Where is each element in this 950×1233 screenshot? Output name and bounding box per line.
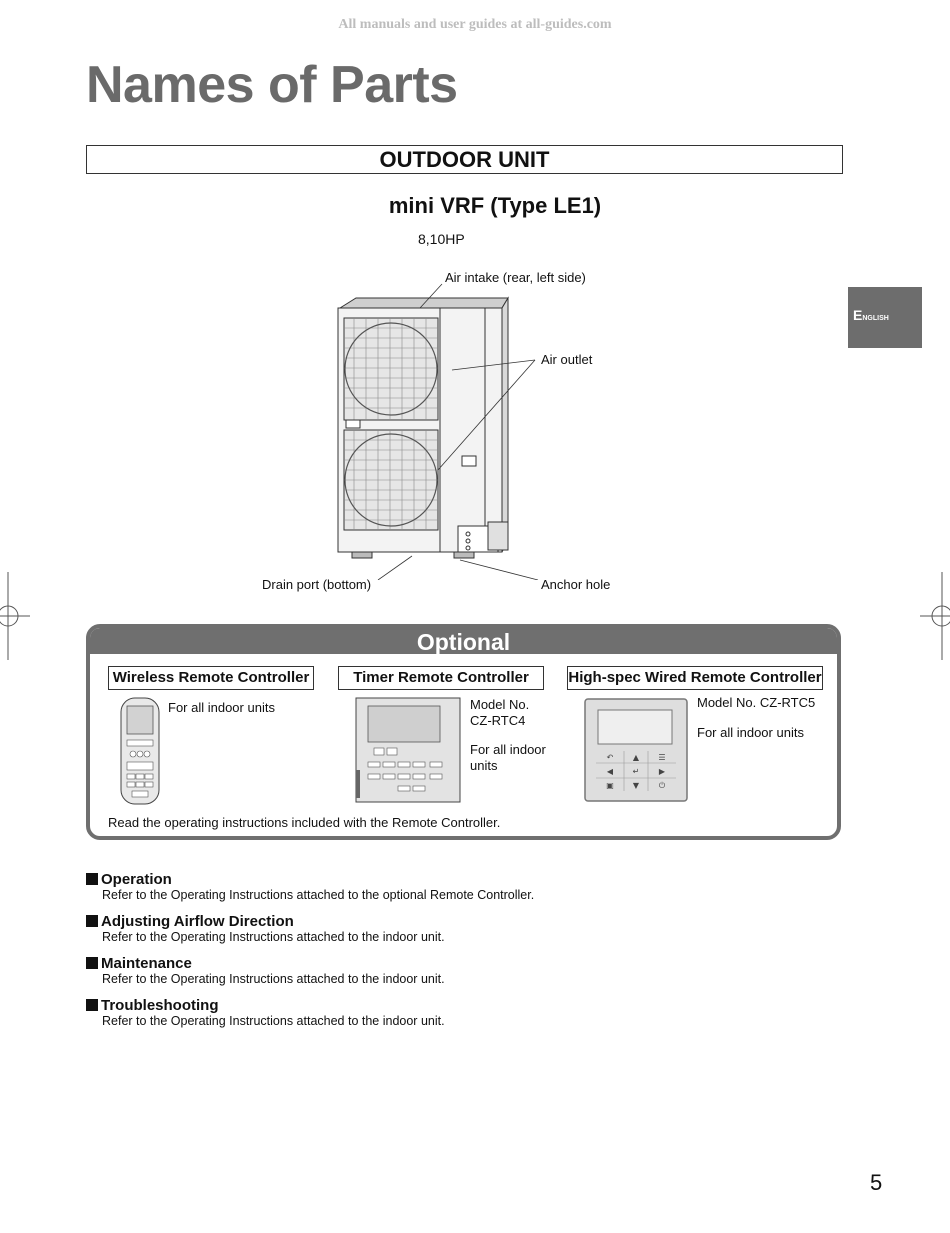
crop-mark-right-icon	[920, 572, 950, 660]
callout-leader-lines	[370, 280, 540, 580]
language-tab-initial: E	[853, 307, 863, 323]
timer-controller-label: Timer Remote Controller	[338, 666, 544, 690]
model-title: mini VRF (Type LE1)	[388, 193, 602, 218]
info-list	[86, 871, 846, 1039]
bullet-square-icon	[86, 873, 98, 885]
item-heading: Adjusting Airflow Direction	[101, 913, 294, 930]
crop-mark-left-icon	[0, 572, 30, 660]
svg-text:▼: ▼	[632, 781, 640, 790]
highspec-model: Model No. CZ-RTC5	[697, 695, 816, 710]
optional-footer-note: Read the operating instructions included with the Remote Controller.	[108, 815, 501, 830]
page-number: 5	[870, 1170, 883, 1195]
page-title: Names of Parts	[86, 56, 458, 114]
section-heading: OUTDOOR UNIT	[86, 145, 843, 174]
svg-text:▣: ▣	[606, 781, 614, 790]
bullet-square-icon	[86, 915, 98, 927]
callout-air-outlet: Air outlet	[541, 352, 593, 367]
svg-text:☰: ☰	[658, 753, 666, 762]
wireless-note: For all indoor units	[168, 700, 275, 715]
language-tab	[848, 287, 922, 348]
timer-note-line2: units	[470, 758, 498, 773]
optional-heading: Optional	[90, 628, 837, 654]
item-text: Refer to the Operating Instructions attached to the optional Remote Controller.	[102, 888, 535, 902]
item-text: Refer to the Operating Instructions attached to the indoor unit.	[102, 972, 445, 986]
list-item	[86, 913, 846, 944]
bullet-square-icon	[86, 999, 98, 1011]
wireless-controller-label: Wireless Remote Controller	[108, 666, 314, 690]
callout-anchor-hole: Anchor hole	[541, 577, 611, 592]
list-item	[86, 955, 846, 986]
highspec-controller-label: High-spec Wired Remote Controller	[567, 666, 823, 690]
svg-text:↵: ↵	[632, 767, 640, 776]
hp-label: 8,10HP	[418, 231, 465, 247]
svg-text:⏻: ⏻	[658, 781, 666, 790]
watermark: All manuals and user guides at all-guides.com	[338, 17, 612, 32]
svg-text:↶: ↶	[606, 753, 614, 762]
timer-model-line2: CZ-RTC4	[470, 713, 526, 728]
timer-note-line1: For all indoor	[470, 742, 546, 757]
svg-text:▶: ▶	[658, 767, 666, 776]
wireless-remote-image	[118, 696, 162, 808]
bullet-square-icon	[86, 957, 98, 969]
optional-panel	[86, 624, 841, 840]
timer-remote-image	[354, 696, 462, 806]
list-item	[86, 871, 846, 902]
item-heading: Operation	[101, 871, 172, 888]
item-text: Refer to the Operating Instructions attached to the indoor unit.	[102, 930, 445, 944]
language-tab-rest: NGLISH	[862, 315, 889, 322]
timer-model-line1: Model No.	[470, 697, 530, 712]
callout-drain-port: Drain port (bottom)	[262, 577, 372, 592]
item-text: Refer to the Operating Instructions attached to the indoor unit.	[102, 1014, 445, 1028]
svg-text:▲: ▲	[632, 753, 640, 762]
highspec-remote-image	[582, 696, 690, 804]
item-heading: Maintenance	[101, 955, 192, 972]
svg-text:◀: ◀	[606, 767, 614, 776]
item-heading: Troubleshooting	[101, 997, 219, 1014]
callout-air-intake: Air intake (rear, left side)	[445, 270, 586, 285]
highspec-note: For all indoor units	[697, 725, 804, 740]
list-item	[86, 997, 846, 1028]
